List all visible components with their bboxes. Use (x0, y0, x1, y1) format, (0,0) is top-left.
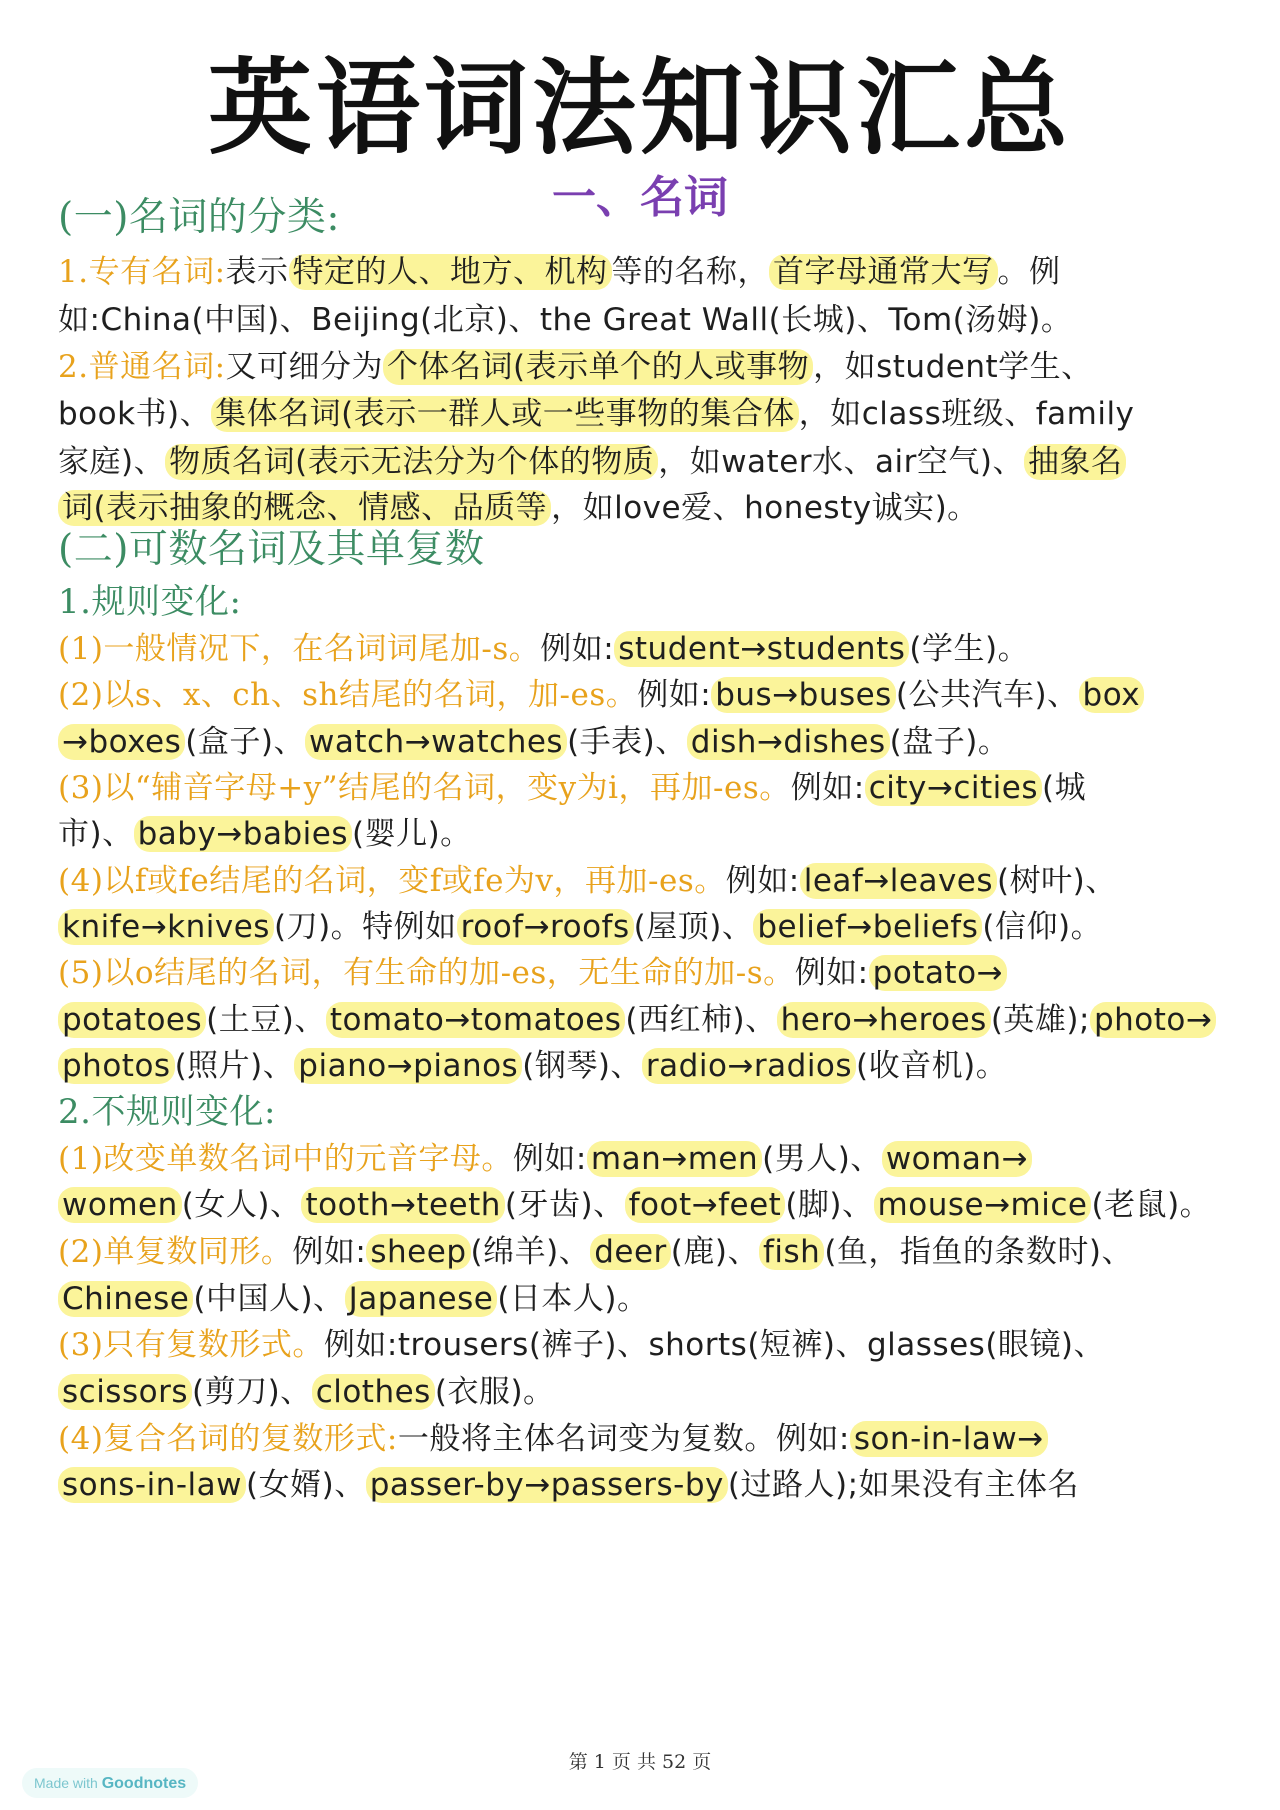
text: (绵羊)、 (470, 1234, 591, 1270)
highlight: hero→heroes (777, 1002, 991, 1038)
highlight: student→students (614, 631, 909, 667)
highlight: 特定的人、地方、机构 (289, 254, 612, 290)
text: 例如: (637, 677, 712, 713)
text: (屋顶)、 (633, 909, 754, 945)
text: (鱼，指鱼的条数时)、 (824, 1234, 1133, 1270)
highlight: tooth→teeth (301, 1187, 504, 1223)
text: (信仰)。 (982, 909, 1103, 945)
text: 。例 (997, 254, 1061, 290)
rule-label: (4)复合名词的复数形式: (58, 1421, 398, 1457)
regular-heading: 1.规则变化: (58, 582, 242, 622)
text: (树叶)、 (997, 863, 1117, 899)
subsection-heading-countable: (二)可数名词及其单复数 (58, 527, 485, 572)
text: (公共汽车)、 (895, 677, 1079, 713)
highlight: bus→buses (711, 677, 896, 713)
proper-noun-line-1 (58, 250, 1244, 294)
document-title: 英语词法知识汇总 (207, 47, 1072, 169)
text: ，如class班级、family (798, 396, 1135, 432)
common-noun-line-3 (58, 440, 1244, 484)
highlight: 集体名词(表示一群人或一些事物的集合体 (211, 396, 799, 432)
highlight: fish (759, 1234, 824, 1270)
irregular-4-line-1 (58, 1417, 1244, 1461)
highlight: passer-by→passers-by (366, 1467, 728, 1503)
text: (老鼠)。 (1091, 1187, 1212, 1223)
highlight: potato→ (869, 955, 1007, 991)
text: (女人)、 (181, 1187, 302, 1223)
highlight: potatoes (58, 1002, 206, 1038)
irregular-1-line-2 (58, 1183, 1244, 1227)
highlight: radio→radios (642, 1048, 856, 1084)
text: 等的名称， (611, 254, 770, 290)
text: 一般将主体名词变为复数。例如: (397, 1421, 850, 1457)
text: (鹿)、 (670, 1234, 759, 1270)
rule-5-line-2 (58, 998, 1244, 1042)
rule-2-line-2 (58, 720, 1244, 764)
rule-3-line-2 (58, 812, 1244, 856)
rule-5-line-3 (58, 1044, 1244, 1088)
common-noun-line-1 (58, 345, 1244, 389)
highlight: knife→knives (58, 909, 274, 945)
text: 例如: (725, 863, 800, 899)
text: (脚)、 (785, 1187, 874, 1223)
irregular-4-line-2 (58, 1463, 1244, 1507)
rule-label: (3)以“辅音字母+y”结尾的名词，变y为i，再加-es。 (58, 770, 791, 806)
highlight: photo→ (1090, 1002, 1216, 1038)
text: (剪刀)、 (191, 1374, 312, 1410)
highlight: city→cities (865, 770, 1042, 806)
highlight: watch→watches (305, 724, 567, 760)
text: (手表)、 (567, 724, 687, 760)
irregular-2-line-1 (58, 1230, 1244, 1274)
page-number: 第 1 页 共 52 页 (568, 1751, 712, 1773)
highlight: baby→babies (134, 816, 352, 852)
text: book书)、 (58, 396, 212, 432)
highlight: 物质名词(表示无法分为个体的物质 (165, 444, 658, 480)
highlight: scissors (58, 1374, 192, 1410)
text: (盘子)。 (889, 724, 1010, 760)
rule-label: (1)一般情况下，在名词词尾加-s。 (58, 631, 541, 667)
irregular-3-line-1 (58, 1323, 1244, 1367)
highlight: belief→beliefs (753, 909, 982, 945)
rule-4-line-2 (58, 905, 1244, 949)
subsection-heading-classification: (一)名词的分类: (58, 195, 341, 240)
text: 例如: (512, 1141, 587, 1177)
text: (牙齿)、 (504, 1187, 625, 1223)
text: (衣服)。 (434, 1374, 555, 1410)
highlight: box (1079, 677, 1145, 713)
watermark-prefix: Made with (34, 1775, 98, 1791)
highlight: piano→pianos (294, 1048, 522, 1084)
text: (中国人)、 (193, 1281, 345, 1317)
rule-label: (2)以s、x、ch、sh结尾的名词，加-es。 (58, 677, 638, 713)
text: (男人)、 (762, 1141, 882, 1177)
text: (收音机)。 (856, 1048, 1008, 1084)
text: ，如water水、air空气)、 (658, 444, 1024, 480)
text: ，如love爱、honesty诚实)。 (551, 490, 979, 526)
rule-label: (3)只有复数形式。 (58, 1327, 324, 1363)
text: 例如: (794, 955, 869, 991)
irregular-heading: 2.不规则变化: (58, 1092, 276, 1132)
rule-3-line-1 (58, 766, 1244, 810)
irregular-3-line-2 (58, 1370, 1244, 1414)
text: (盒子)、 (185, 724, 305, 760)
rule-label: (1)改变单数名词中的元音字母。 (58, 1141, 513, 1177)
text: (西红柿)、 (625, 1002, 777, 1038)
highlight: son-in-law→ (850, 1421, 1048, 1457)
highlight: 词(表示抽象的概念、情感、品质等 (58, 490, 551, 526)
highlight: leaf→leaves (800, 863, 997, 899)
text: (过路人);如果没有主体名 (727, 1467, 1080, 1503)
text: 市)、 (58, 816, 134, 852)
text: (英雄); (990, 1002, 1090, 1038)
highlight: roof→roofs (457, 909, 634, 945)
text: 例如: (540, 631, 615, 667)
rule-4-line-1 (58, 859, 1244, 903)
highlight: 首字母通常大写 (769, 254, 998, 290)
text: 例如:trousers(裤子)、shorts(短裤)、glasses(眼镜)、 (323, 1327, 1106, 1363)
highlight: tomato→tomatoes (326, 1002, 626, 1038)
highlight: Chinese (58, 1281, 193, 1317)
common-noun-label: 2.普通名词: (58, 349, 226, 385)
text: (钢琴)、 (522, 1048, 642, 1084)
highlight: mouse→mice (874, 1187, 1092, 1223)
rule-5-line-1 (58, 951, 1244, 995)
text: 表示 (225, 254, 289, 290)
common-noun-line-4 (58, 486, 1244, 530)
text: 家庭)、 (58, 444, 166, 480)
proper-noun-label: 1.专有名词: (58, 254, 226, 290)
rule-label: (2)单复数同形。 (58, 1234, 293, 1270)
highlight: 抽象名 (1024, 444, 1127, 480)
irregular-2-line-2 (58, 1277, 1244, 1321)
section-title: 一、名词 (552, 172, 728, 223)
highlight: photos (58, 1048, 175, 1084)
text: ，如student学生、 (813, 349, 1093, 385)
irregular-1-line-1 (58, 1137, 1244, 1181)
goodnotes-watermark (22, 1768, 198, 1798)
text: (婴儿)。 (351, 816, 472, 852)
rule-label: (4)以f或fe结尾的名词，变f或fe为v，再加-es。 (58, 863, 726, 899)
rule-2-line-1 (58, 673, 1244, 717)
highlight: sheep (366, 1234, 470, 1270)
highlight: foot→feet (625, 1187, 786, 1223)
highlight: women (58, 1187, 182, 1223)
highlight: dish→dishes (687, 724, 890, 760)
rule-label: (5)以o结尾的名词，有生命的加-es，无生命的加-s。 (58, 955, 795, 991)
highlight: Japanese (345, 1281, 498, 1317)
watermark-brand: Goodnotes (101, 1775, 187, 1792)
text: (土豆)、 (206, 1002, 326, 1038)
highlight: woman→ (882, 1141, 1032, 1177)
common-noun-line-2 (58, 392, 1244, 436)
text: (日本人)。 (497, 1281, 649, 1317)
highlight: →boxes (58, 724, 185, 760)
highlight: clothes (312, 1374, 435, 1410)
text: (女婿)、 (246, 1467, 366, 1503)
highlight: deer (590, 1234, 671, 1270)
highlight: man→men (587, 1141, 762, 1177)
text: (学生)。 (909, 631, 1030, 667)
text: (刀)。特例如 (273, 909, 457, 945)
text: 例如: (292, 1234, 367, 1270)
text: 例如: (790, 770, 865, 806)
highlight: sons-in-law (58, 1467, 246, 1503)
rule-1 (58, 627, 1244, 671)
text: (城 (1042, 770, 1087, 806)
text: (照片)、 (174, 1048, 295, 1084)
text: 又可细分为 (225, 349, 384, 385)
highlight: 个体名词(表示单个的人或事物 (383, 349, 813, 385)
proper-noun-line-2: 如:China(中国)、Beijing(北京)、the Great Wall(长城)、Tom(汤姆)。 (58, 302, 1073, 338)
